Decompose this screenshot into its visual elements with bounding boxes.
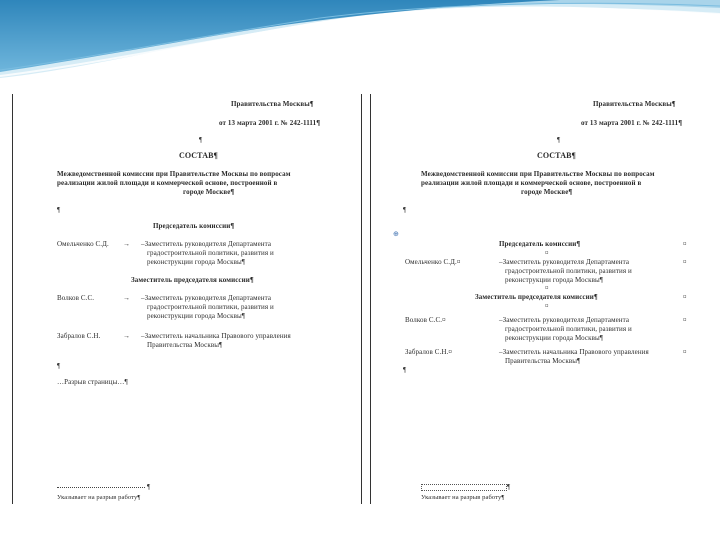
member-name: Забралов С.Н.¤	[405, 348, 453, 356]
member-position-line: –Заместитель руководителя Департамента	[141, 240, 272, 248]
subtitle-line-2: реализации жилой площади и коммерческой основе, построенной в	[421, 179, 642, 187]
footnote-label: Указывает на разрыв работу¶	[57, 494, 141, 501]
chair-heading: Председатель комиссии¶	[153, 222, 235, 230]
document-page-left	[12, 94, 362, 504]
footnote-separator	[421, 484, 507, 491]
member-name: Волков С.С.¤	[405, 316, 446, 324]
deputy-heading: Заместитель председателя комиссии¶	[475, 293, 598, 301]
pilcrow: ¶	[199, 136, 203, 144]
member-position-line: Правительства Москвы¶	[505, 357, 581, 365]
header-line-2: от 13 марта 2001 г. № 242-1111¶	[219, 119, 321, 127]
document-title: СОСТАВ¶	[179, 151, 218, 160]
footnote-marker: ¶	[147, 483, 151, 491]
header-line-1: Правительства Москвы¶	[231, 100, 314, 108]
cell-end-marker: ¤	[683, 240, 687, 248]
member-name: Омельченко С.Д.	[57, 240, 109, 248]
footnote-separator	[57, 487, 145, 488]
member-position-line: градостроительной политики, развития и	[505, 325, 632, 333]
member-position-line: –Заместитель начальника Правового управления	[499, 348, 649, 356]
member-position-line: Правительства Москвы¶	[147, 341, 223, 349]
tab-arrow-icon: →	[123, 240, 131, 248]
pilcrow: ¶	[57, 362, 61, 370]
cell-end-marker: ¤	[683, 316, 687, 324]
header-line-2: от 13 марта 2001 г. № 242-1111¶	[581, 119, 683, 127]
tab-arrow-icon: →	[123, 294, 131, 302]
header-line-1: Правительства Москвы¶	[593, 100, 676, 108]
pilcrow: ¶	[57, 206, 61, 214]
member-position-line: градостроительной политики, развития и	[147, 303, 274, 311]
table-anchor-icon[interactable]: ⊕	[393, 230, 399, 238]
chair-heading: Председатель комиссии¶	[499, 240, 581, 248]
footnote-label: Указывает на разрыв работу¶	[421, 494, 505, 501]
document-title: СОСТАВ¶	[537, 151, 576, 160]
deputy-heading: Заместитель председателя комиссии¶	[131, 276, 254, 284]
cell-end-marker: ¤	[683, 293, 687, 301]
subtitle-line-2: реализации жилой площади и коммерческой основе, построенной в	[57, 179, 278, 187]
member-position-line: –Заместитель начальника Правового управления	[141, 332, 291, 340]
member-position-line: реконструкции города Москвы¶	[147, 258, 246, 266]
document-page-right	[370, 94, 719, 504]
member-position-line: реконструкции города Москвы¶	[505, 334, 604, 342]
member-position-line: –Заместитель руководителя Департамента	[141, 294, 272, 302]
member-name: Омельченко С.Д.¤	[405, 258, 461, 266]
cell-end-marker: ¤	[683, 348, 687, 356]
member-position-line: градостроительной политики, развития и	[505, 267, 632, 275]
pilcrow: ¶	[557, 136, 561, 144]
member-name: Забралов С.Н.	[57, 332, 101, 340]
subtitle-line-3: городе Москве¶	[183, 188, 235, 196]
cell-end-marker: ¤	[545, 249, 549, 257]
footnote-marker: ¶	[507, 483, 511, 491]
decorative-wave-banner	[0, 0, 720, 90]
subtitle-line-3: городе Москве¶	[521, 188, 573, 196]
member-position-line: реконструкции города Москвы¶	[147, 312, 246, 320]
pilcrow: ¶	[403, 366, 407, 374]
member-position-line: –Заместитель руководителя Департамента	[499, 258, 630, 266]
page-break-marker: …Разрыв страницы…¶	[57, 378, 128, 386]
tab-arrow-icon: →	[123, 332, 131, 340]
cell-end-marker: ¤	[545, 302, 549, 310]
member-position-line: реконструкции города Москвы¶	[505, 276, 604, 284]
member-name: Волков С.С.	[57, 294, 95, 302]
pilcrow: ¶	[403, 206, 407, 214]
member-position-line: –Заместитель руководителя Департамента	[499, 316, 630, 324]
member-position-line: градостроительной политики, развития и	[147, 249, 274, 257]
subtitle-line-1: Межведомственной комиссии при Правительстве Москвы по вопросам	[421, 170, 655, 178]
subtitle-line-1: Межведомственной комиссии при Правительстве Москвы по вопросам	[57, 170, 291, 178]
cell-end-marker: ¤	[683, 258, 687, 266]
cell-end-marker: ¤	[545, 284, 549, 292]
